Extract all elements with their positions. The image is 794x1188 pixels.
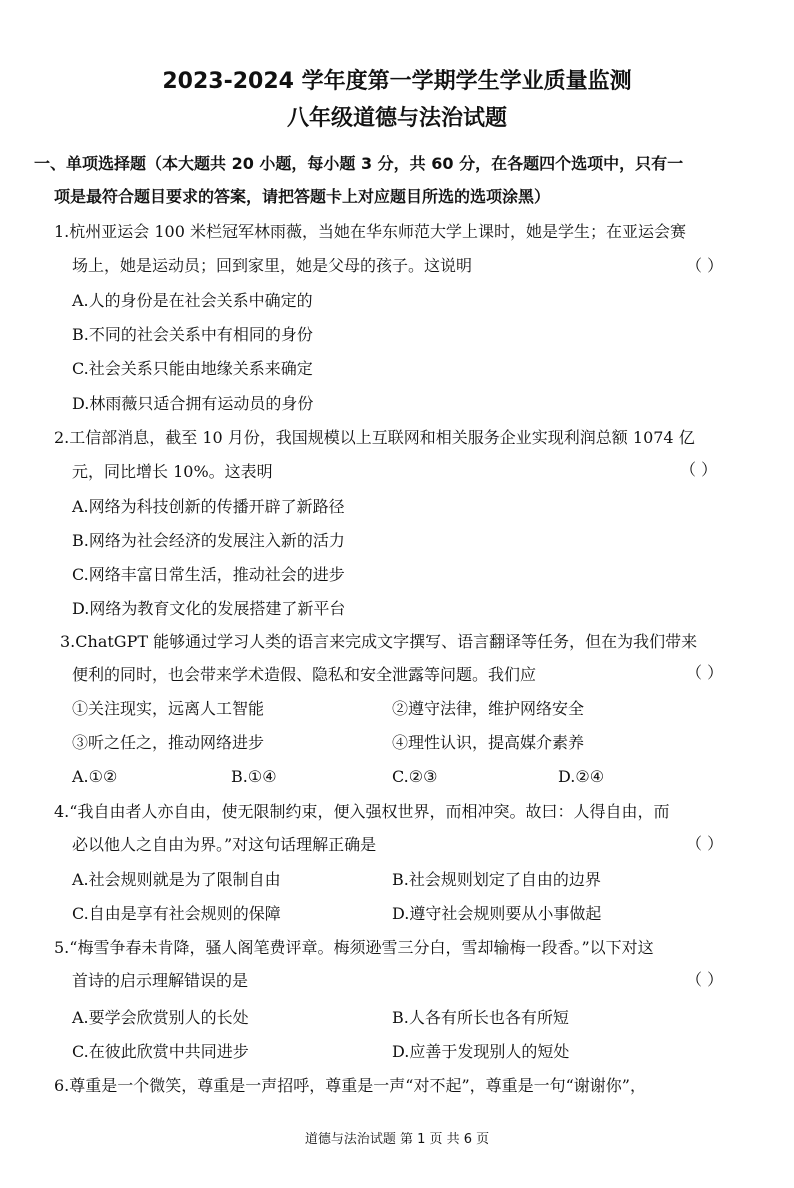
section-heading-line-1: 一、单项选择题（本大题共 20 小题，每小题 3 分，共 60 分，在各题四个选项中，只有一 xyxy=(34,154,684,173)
q3-option-b: B.①④ xyxy=(231,767,277,786)
q3-statement-1: ①关注现实，远离人工智能 xyxy=(72,699,265,718)
q4-option-c: C.自由是享有社会规则的保障 xyxy=(72,904,281,923)
q2-option-a: A.网络为科技创新的传播开辟了新路径 xyxy=(72,497,345,516)
exam-subtitle: 八年级道德与法治试题 xyxy=(286,106,507,131)
q5-stem-line-1: 5.“梅雪争春未肯降，骚人阁笔费评章。梅须逊雪三分白，雪却输梅一段香。”以下对这 xyxy=(54,938,654,957)
q2-stem-line-2: 元，同比增长 10%。这表明 xyxy=(72,462,273,481)
q2-option-b: B.网络为社会经济的发展注入新的活力 xyxy=(72,531,345,550)
q3-option-d: D.②④ xyxy=(558,767,605,786)
q5-option-d: D.应善于发现别人的短处 xyxy=(392,1042,570,1061)
q5-answer-blank: （ ） xyxy=(686,970,724,989)
q4-answer-blank: （ ） xyxy=(686,834,724,853)
q5-stem-line-2: 首诗的启示理解错误的是 xyxy=(72,971,249,990)
q3-statement-3: ③听之任之，推动网络进步 xyxy=(72,733,265,752)
q3-answer-blank: （ ） xyxy=(686,663,724,682)
q5-option-b: B.人各有所长也各有所短 xyxy=(392,1008,569,1027)
q2-option-d: D.网络为教育文化的发展搭建了新平台 xyxy=(72,599,346,618)
q3-stem-line-1: 3.ChatGPT 能够通过学习人类的语言来完成文字撰写、语言翻译等任务，但在为我们带来 xyxy=(60,632,698,651)
q4-stem-line-1: 4.“我自由者人亦自由，使无限制约束，便入强权世界，而相冲突。故曰：人得自由，而 xyxy=(54,802,670,821)
q1-stem-line-1: 1.杭州亚运会 100 米栏冠军林雨薇，当她在华东师范大学上课时，她是学生；在亚运会赛 xyxy=(54,222,686,241)
q4-option-b: B.社会规则划定了自由的边界 xyxy=(392,870,601,889)
q4-option-a: A.社会规则就是为了限制自由 xyxy=(72,870,281,889)
q1-option-b: B.不同的社会关系中有相同的身份 xyxy=(72,325,313,344)
q4-stem-line-2: 必以他人之自由为界。”对这句话理解正确是 xyxy=(72,835,377,854)
q3-option-c: C.②③ xyxy=(392,767,438,786)
q3-statement-4: ④理性认识，提高媒介素养 xyxy=(392,733,585,752)
q5-option-c: C.在彼此欣赏中共同进步 xyxy=(72,1042,249,1061)
section-heading-line-2: 项是最符合题目要求的答案，请把答题卡上对应题目所选的选项涂黑） xyxy=(54,187,551,206)
q3-stem-line-2: 便利的同时，也会带来学术造假、隐私和安全泄露等问题。我们应 xyxy=(72,665,537,684)
q1-option-d: D.林雨薇只适合拥有运动员的身份 xyxy=(72,394,314,413)
q1-stem-line-2: 场上，她是运动员；回到家里，她是父母的孩子。这说明 xyxy=(72,256,473,275)
q3-statement-2: ②遵守法律，维护网络安全 xyxy=(392,699,585,718)
q5-option-a: A.要学会欣赏别人的长处 xyxy=(72,1008,249,1027)
q2-answer-blank: （ ） xyxy=(680,460,718,479)
q6-stem-line-1: 6.尊重是一个微笑，尊重是一声招呼，尊重是一声“对不起”，尊重是一句“谢谢你”， xyxy=(54,1076,646,1095)
q4-option-d: D.遵守社会规则要从小事做起 xyxy=(392,904,602,923)
q2-stem-line-1: 2.工信部消息，截至 10 月份，我国规模以上互联网和相关服务企业实现利润总额 1074 亿 xyxy=(54,428,695,447)
page-footer: 道德与法治试题 第 1 页 共 6 页 xyxy=(304,1132,490,1147)
q3-option-a: A.①② xyxy=(72,767,118,786)
q1-option-c: C.社会关系只能由地缘关系来确定 xyxy=(72,359,313,378)
q1-answer-blank: （ ） xyxy=(686,256,724,275)
q2-option-c: C.网络丰富日常生活，推动社会的进步 xyxy=(72,565,345,584)
q1-option-a: A.人的身份是在社会关系中确定的 xyxy=(72,291,313,310)
exam-title: 2023-2024 学年度第一学期学生学业质量监测 xyxy=(162,69,632,94)
